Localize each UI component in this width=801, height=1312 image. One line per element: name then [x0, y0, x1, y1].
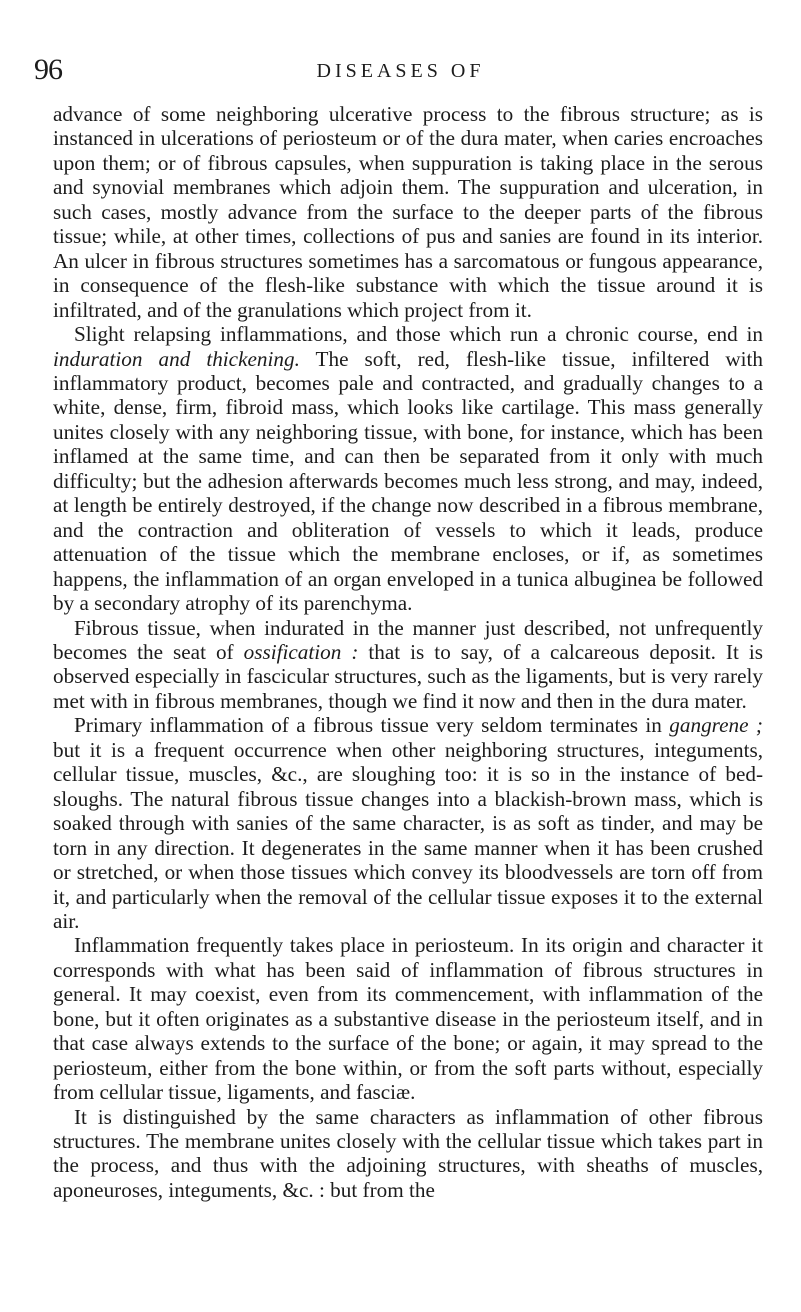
paragraph-gangrene	[53, 713, 763, 933]
text-run: that is to say, of a calcareous deposit. It is observed especially in fascicular structures, such as the ligaments, but is very rarely met with in fibrous membranes, though we find it now and then in the dura mater.	[53, 639, 763, 713]
page-number: 96	[34, 53, 62, 86]
paragraph-ulceration	[53, 102, 763, 322]
text-run: but it is a frequent occurrence when other neighboring structures, integuments, cellular tissue, muscles, &c., are sloughing too: it is so in the instance of bed-sloughs. The natural fibrous tissue changes into a blackish-brown mass, which is soaked through with sanies of the same character, is as soft as tinder, and may be torn in any direction. It degenerates in the same manner when it has been crushed or stretched, or when those tissues which convey its bloodvessels are torn off from it, and particularly when the removal of the cellular tissue exposes it to the external air.	[53, 737, 763, 933]
italic-term: induration and thickening.	[53, 346, 300, 371]
text-run: Inflammation frequently takes place in periosteum. In its origin and character it corresponds with what has been said of inflammation of fibrous structures in general. It may coexist, even from its commencement, with inflammation of the bone, but it often originates as a substantive disease in the periosteum itself, and in that case always extends to the surface of the bone; or again, it may spread to the periosteum, either from the bone within, or from the soft parts without, especially from cellular tissue, ligaments, and fasciæ.	[53, 933, 763, 1105]
text-run: The soft, red, flesh-like tissue, infiltered with inflammatory product, becomes pale and contracted, and gradually changes to a white, dense, firm, fibroid mass, which looks like cartilage. This mass generally unites closely with any neighboring tissue, with bone, for instance, which has been inflamed at the same time, and can then be separated from it only with much difficulty; but the adhesion afterwards becomes much less strong, and may, indeed, at length be entirely destroyed, if the change now described in a fibrous membrane, and the contraction and obliteration of vessels to which it leads, produce attenuation of the tissue which the membrane encloses, or if, as sometimes happens, the inflammation of an organ enveloped in a tunica albuginea be followed by a secondary atrophy of its parenchyma.	[53, 346, 763, 616]
italic-term: gangrene ;	[669, 713, 763, 738]
italic-term: ossification :	[243, 639, 359, 664]
text-run: advance of some neighboring ulcerative process to the fibrous structure; as is instanced in ulcerations of periosteum or of the dura mater, when caries encroaches upon them; or of fibrous capsules, when suppuration is taking place in the serous and synovial membranes which adjoin them. The suppuration and ulceration, in such cases, mostly advance from the surface to the deeper parts of the fibrous tissue; while, at other times, collections of pus and sanies are found in its interior. An ulcer in fibrous structures sometimes has a sarcomatous or fungous appearance, in consequence of the flesh-like substance with which the tissue around it is infiltrated, and of the granulations which project from it.	[53, 102, 763, 322]
body-text	[53, 102, 763, 1202]
text-run: Slight relapsing inflammations, and those which run a chronic course, end in	[74, 322, 763, 347]
text-run: It is distinguished by the same characters as inflammation of other fibrous structures. The membrane unites closely with the cellular tissue which takes part in the process, and thus with the adjoining structures, with sheaths of muscles, aponeuroses, integuments, &c. : but from the	[53, 1104, 763, 1202]
paragraph-periosteum-inflammation	[53, 933, 763, 1104]
paragraph-ossification	[53, 616, 763, 714]
running-head: DISEASES OF	[316, 60, 485, 82]
text-run: Fibrous tissue, when indurated in the manner just described, not unfrequently becomes the seat of	[53, 615, 763, 664]
text-run: Primary inflammation of a fibrous tissue very seldom terminates in	[74, 713, 670, 738]
page-header	[0, 52, 801, 92]
paragraph-periosteum-characters	[53, 1105, 763, 1203]
paragraph-induration	[53, 322, 763, 615]
